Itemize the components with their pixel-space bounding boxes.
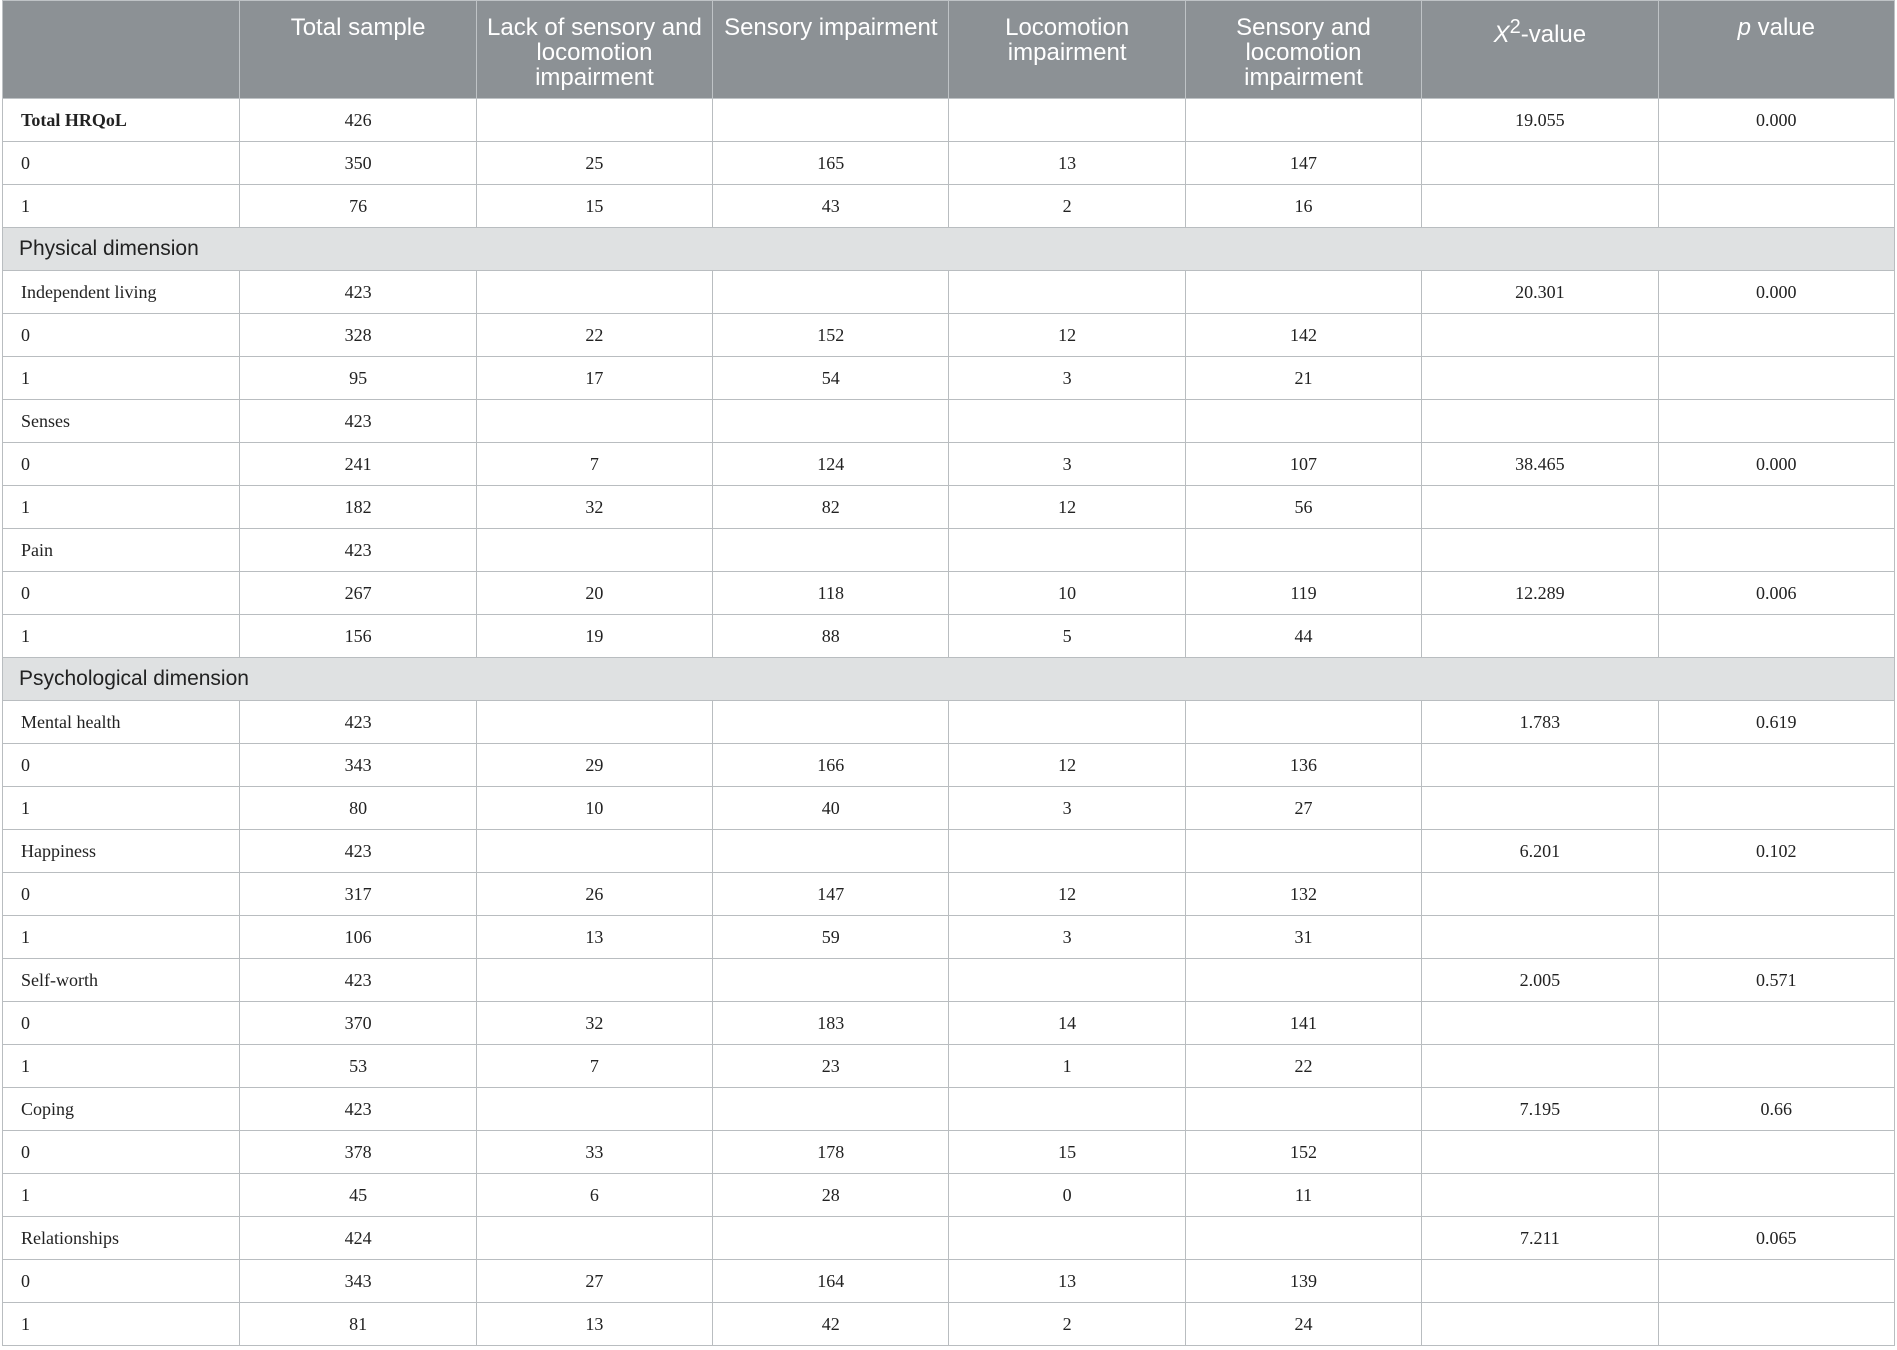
table-row: [3, 1303, 1895, 1346]
cell-sensory-and-locomotion: 31: [1185, 916, 1421, 959]
table-row: [3, 1131, 1895, 1174]
chi-symbol: X: [1493, 21, 1510, 48]
cell-lack-of-impairment: 10: [476, 787, 712, 830]
cell-lack-of-impairment: 6: [476, 1174, 712, 1217]
table-row: [3, 1260, 1895, 1303]
cell-total-sample: 343: [240, 744, 476, 787]
cell-total-sample: 423: [240, 271, 476, 314]
cell-lack-of-impairment: 19: [476, 615, 712, 658]
cell-row-label: Senses: [3, 400, 240, 443]
cell-total-sample: 424: [240, 1217, 476, 1260]
chi-suffix: -value: [1520, 21, 1587, 48]
cell-p-value: [1658, 142, 1894, 185]
cell-row-label: Coping: [3, 1088, 240, 1131]
cell-sensory-and-locomotion: [1185, 271, 1421, 314]
cell-lack-of-impairment: 15: [476, 185, 712, 228]
cell-total-sample: 370: [240, 1002, 476, 1045]
table-row: [3, 271, 1895, 314]
cell-lack-of-impairment: [476, 271, 712, 314]
table-row: [3, 830, 1895, 873]
table-row: [3, 615, 1895, 658]
cell-total-sample: 423: [240, 959, 476, 1002]
table-row: [3, 314, 1895, 357]
cell-lack-of-impairment: [476, 830, 712, 873]
cell-row-label: 1: [3, 357, 240, 400]
cell-sensory-impairment: [713, 529, 949, 572]
cell-sensory-and-locomotion: 24: [1185, 1303, 1421, 1346]
table-row: [3, 142, 1895, 185]
cell-locomotion-impairment: 15: [949, 1131, 1185, 1174]
cell-total-sample: 378: [240, 1131, 476, 1174]
cell-chi-square-value: [1422, 400, 1658, 443]
cell-chi-square-value: [1422, 615, 1658, 658]
cell-locomotion-impairment: 14: [949, 1002, 1185, 1045]
cell-p-value: 0.000: [1658, 99, 1894, 142]
cell-p-value: [1658, 357, 1894, 400]
cell-p-value: [1658, 185, 1894, 228]
cell-p-value: [1658, 1131, 1894, 1174]
cell-total-sample: 182: [240, 486, 476, 529]
section-title: Psychological dimension: [3, 658, 1895, 701]
cell-sensory-impairment: 42: [713, 1303, 949, 1346]
table-row: [3, 1088, 1895, 1131]
header-lack-of-impairment: Lack of sensory and locomotion impairment: [476, 1, 712, 99]
cell-p-value: 0.000: [1658, 271, 1894, 314]
cell-lack-of-impairment: 33: [476, 1131, 712, 1174]
cell-locomotion-impairment: 13: [949, 1260, 1185, 1303]
cell-sensory-and-locomotion: 16: [1185, 185, 1421, 228]
cell-sensory-impairment: [713, 701, 949, 744]
cell-locomotion-impairment: [949, 529, 1185, 572]
table-row: [3, 357, 1895, 400]
cell-locomotion-impairment: 13: [949, 142, 1185, 185]
cell-locomotion-impairment: 2: [949, 185, 1185, 228]
section-header-row: [3, 658, 1895, 701]
cell-chi-square-value: [1422, 1045, 1658, 1088]
cell-sensory-and-locomotion: 141: [1185, 1002, 1421, 1045]
cell-p-value: [1658, 1260, 1894, 1303]
table-row: [3, 701, 1895, 744]
cell-chi-square-value: [1422, 1260, 1658, 1303]
table-row: [3, 400, 1895, 443]
cell-row-label: 1: [3, 1303, 240, 1346]
cell-sensory-impairment: 152: [713, 314, 949, 357]
cell-p-value: [1658, 873, 1894, 916]
cell-p-value: 0.66: [1658, 1088, 1894, 1131]
cell-row-label: Happiness: [3, 830, 240, 873]
cell-sensory-and-locomotion: 22: [1185, 1045, 1421, 1088]
cell-sensory-and-locomotion: [1185, 959, 1421, 1002]
table-row: [3, 1174, 1895, 1217]
cell-locomotion-impairment: 3: [949, 443, 1185, 486]
cell-locomotion-impairment: [949, 959, 1185, 1002]
cell-total-sample: 423: [240, 529, 476, 572]
cell-sensory-impairment: [713, 830, 949, 873]
cell-p-value: 0.102: [1658, 830, 1894, 873]
cell-sensory-and-locomotion: 142: [1185, 314, 1421, 357]
table-header-row: [3, 1, 1895, 99]
cell-locomotion-impairment: 12: [949, 873, 1185, 916]
cell-sensory-and-locomotion: [1185, 529, 1421, 572]
cell-p-value: 0.000: [1658, 443, 1894, 486]
table-body: [3, 99, 1895, 1346]
cell-chi-square-value: [1422, 529, 1658, 572]
cell-lack-of-impairment: 7: [476, 1045, 712, 1088]
cell-row-label: Self-worth: [3, 959, 240, 1002]
cell-sensory-impairment: 118: [713, 572, 949, 615]
cell-sensory-and-locomotion: 56: [1185, 486, 1421, 529]
cell-chi-square-value: [1422, 357, 1658, 400]
cell-locomotion-impairment: [949, 271, 1185, 314]
cell-row-label: 1: [3, 787, 240, 830]
cell-sensory-impairment: 82: [713, 486, 949, 529]
cell-total-sample: 80: [240, 787, 476, 830]
cell-sensory-impairment: [713, 1217, 949, 1260]
cell-sensory-impairment: 23: [713, 1045, 949, 1088]
cell-chi-square-value: [1422, 1131, 1658, 1174]
section-header-row: [3, 228, 1895, 271]
cell-total-sample: 241: [240, 443, 476, 486]
cell-row-label: Independent living: [3, 271, 240, 314]
cell-sensory-and-locomotion: 132: [1185, 873, 1421, 916]
cell-sensory-and-locomotion: [1185, 830, 1421, 873]
cell-sensory-impairment: [713, 99, 949, 142]
cell-p-value: [1658, 1303, 1894, 1346]
header-locomotion-impairment: Locomotion impairment: [949, 1, 1185, 99]
cell-row-label: 1: [3, 486, 240, 529]
cell-locomotion-impairment: 10: [949, 572, 1185, 615]
cell-chi-square-value: 38.465: [1422, 443, 1658, 486]
cell-lack-of-impairment: [476, 99, 712, 142]
cell-row-label: 0: [3, 1260, 240, 1303]
cell-sensory-impairment: 40: [713, 787, 949, 830]
table-row: [3, 1002, 1895, 1045]
cell-sensory-impairment: [713, 400, 949, 443]
cell-total-sample: 267: [240, 572, 476, 615]
cell-sensory-and-locomotion: 44: [1185, 615, 1421, 658]
cell-sensory-and-locomotion: 119: [1185, 572, 1421, 615]
cell-locomotion-impairment: 12: [949, 314, 1185, 357]
cell-sensory-and-locomotion: 11: [1185, 1174, 1421, 1217]
cell-p-value: [1658, 615, 1894, 658]
cell-chi-square-value: [1422, 787, 1658, 830]
cell-row-label: Total HRQoL: [3, 99, 240, 142]
cell-total-sample: 343: [240, 1260, 476, 1303]
cell-sensory-and-locomotion: 139: [1185, 1260, 1421, 1303]
table-row: [3, 916, 1895, 959]
cell-chi-square-value: [1422, 142, 1658, 185]
cell-lack-of-impairment: 32: [476, 1002, 712, 1045]
cell-sensory-and-locomotion: [1185, 1088, 1421, 1131]
cell-chi-square-value: [1422, 873, 1658, 916]
cell-sensory-impairment: 124: [713, 443, 949, 486]
cell-row-label: 1: [3, 615, 240, 658]
cell-total-sample: 423: [240, 1088, 476, 1131]
cell-row-label: 0: [3, 443, 240, 486]
cell-locomotion-impairment: [949, 701, 1185, 744]
cell-chi-square-value: 2.005: [1422, 959, 1658, 1002]
cell-row-label: 0: [3, 314, 240, 357]
cell-row-label: 1: [3, 1174, 240, 1217]
cell-row-label: 0: [3, 744, 240, 787]
cell-row-label: Relationships: [3, 1217, 240, 1260]
cell-total-sample: 423: [240, 701, 476, 744]
cell-chi-square-value: [1422, 185, 1658, 228]
cell-p-value: 0.619: [1658, 701, 1894, 744]
cell-sensory-impairment: [713, 1088, 949, 1131]
cell-lack-of-impairment: [476, 1088, 712, 1131]
cell-sensory-impairment: [713, 959, 949, 1002]
results-table-container: [2, 0, 1895, 1346]
cell-lack-of-impairment: 26: [476, 873, 712, 916]
cell-locomotion-impairment: 3: [949, 916, 1185, 959]
cell-chi-square-value: 7.211: [1422, 1217, 1658, 1260]
table-row: [3, 744, 1895, 787]
cell-total-sample: 328: [240, 314, 476, 357]
cell-sensory-impairment: 88: [713, 615, 949, 658]
cell-total-sample: 53: [240, 1045, 476, 1088]
cell-chi-square-value: 1.783: [1422, 701, 1658, 744]
table-row: [3, 99, 1895, 142]
cell-total-sample: 45: [240, 1174, 476, 1217]
cell-lack-of-impairment: 22: [476, 314, 712, 357]
cell-sensory-and-locomotion: 147: [1185, 142, 1421, 185]
cell-sensory-impairment: 28: [713, 1174, 949, 1217]
table-row: [3, 1045, 1895, 1088]
cell-row-label: Pain: [3, 529, 240, 572]
header-cell-blank: [3, 1, 240, 99]
cell-sensory-impairment: 164: [713, 1260, 949, 1303]
p-symbol: p: [1737, 14, 1751, 41]
cell-lack-of-impairment: [476, 701, 712, 744]
section-title: Physical dimension: [3, 228, 1895, 271]
cell-locomotion-impairment: 5: [949, 615, 1185, 658]
cell-locomotion-impairment: [949, 400, 1185, 443]
p-suffix: value: [1750, 14, 1815, 41]
cell-chi-square-value: [1422, 314, 1658, 357]
cell-sensory-and-locomotion: [1185, 99, 1421, 142]
cell-chi-square-value: [1422, 1002, 1658, 1045]
cell-p-value: 0.065: [1658, 1217, 1894, 1260]
cell-lack-of-impairment: 25: [476, 142, 712, 185]
cell-p-value: [1658, 1045, 1894, 1088]
cell-chi-square-value: [1422, 1174, 1658, 1217]
table-row: [3, 959, 1895, 1002]
cell-sensory-impairment: 166: [713, 744, 949, 787]
cell-row-label: 0: [3, 142, 240, 185]
hrqol-results-table: [2, 0, 1895, 1346]
cell-total-sample: 317: [240, 873, 476, 916]
cell-sensory-and-locomotion: [1185, 400, 1421, 443]
header-p-value: [1658, 1, 1894, 99]
cell-p-value: [1658, 314, 1894, 357]
cell-locomotion-impairment: 12: [949, 486, 1185, 529]
cell-lack-of-impairment: 13: [476, 916, 712, 959]
cell-locomotion-impairment: [949, 830, 1185, 873]
cell-total-sample: 81: [240, 1303, 476, 1346]
cell-p-value: [1658, 1174, 1894, 1217]
cell-chi-square-value: [1422, 486, 1658, 529]
cell-total-sample: 106: [240, 916, 476, 959]
cell-locomotion-impairment: [949, 1217, 1185, 1260]
cell-p-value: [1658, 1002, 1894, 1045]
cell-sensory-impairment: 165: [713, 142, 949, 185]
cell-locomotion-impairment: [949, 99, 1185, 142]
cell-sensory-impairment: 147: [713, 873, 949, 916]
cell-p-value: [1658, 787, 1894, 830]
cell-sensory-and-locomotion: 107: [1185, 443, 1421, 486]
cell-sensory-impairment: 43: [713, 185, 949, 228]
cell-total-sample: 350: [240, 142, 476, 185]
cell-lack-of-impairment: 7: [476, 443, 712, 486]
header-sensory-impairment: Sensory impairment: [713, 1, 949, 99]
cell-lack-of-impairment: [476, 959, 712, 1002]
cell-locomotion-impairment: 12: [949, 744, 1185, 787]
cell-p-value: 0.006: [1658, 572, 1894, 615]
cell-total-sample: 423: [240, 400, 476, 443]
cell-p-value: [1658, 400, 1894, 443]
cell-row-label: 1: [3, 916, 240, 959]
cell-lack-of-impairment: 13: [476, 1303, 712, 1346]
cell-sensory-impairment: 183: [713, 1002, 949, 1045]
table-row: [3, 486, 1895, 529]
cell-sensory-and-locomotion: [1185, 1217, 1421, 1260]
cell-row-label: Mental health: [3, 701, 240, 744]
cell-sensory-impairment: 178: [713, 1131, 949, 1174]
header-total-sample: Total sample: [240, 1, 476, 99]
cell-locomotion-impairment: 3: [949, 787, 1185, 830]
table-row: [3, 529, 1895, 572]
header-chi-square-value: [1422, 1, 1658, 99]
cell-locomotion-impairment: 1: [949, 1045, 1185, 1088]
cell-p-value: [1658, 486, 1894, 529]
table-row: [3, 1217, 1895, 1260]
cell-total-sample: 156: [240, 615, 476, 658]
cell-p-value: 0.571: [1658, 959, 1894, 1002]
cell-chi-square-value: 6.201: [1422, 830, 1658, 873]
cell-lack-of-impairment: 32: [476, 486, 712, 529]
cell-lack-of-impairment: 29: [476, 744, 712, 787]
cell-total-sample: 76: [240, 185, 476, 228]
cell-locomotion-impairment: 0: [949, 1174, 1185, 1217]
cell-lack-of-impairment: 27: [476, 1260, 712, 1303]
cell-p-value: [1658, 916, 1894, 959]
cell-chi-square-value: [1422, 1303, 1658, 1346]
cell-row-label: 0: [3, 873, 240, 916]
cell-p-value: [1658, 744, 1894, 787]
cell-chi-square-value: [1422, 916, 1658, 959]
cell-chi-square-value: 7.195: [1422, 1088, 1658, 1131]
cell-lack-of-impairment: [476, 400, 712, 443]
header-sensory-and-locomotion: Sensory and locomotion impairment: [1185, 1, 1421, 99]
cell-row-label: 0: [3, 572, 240, 615]
cell-chi-square-value: 19.055: [1422, 99, 1658, 142]
cell-locomotion-impairment: 3: [949, 357, 1185, 400]
cell-total-sample: 95: [240, 357, 476, 400]
cell-locomotion-impairment: 2: [949, 1303, 1185, 1346]
cell-p-value: [1658, 529, 1894, 572]
cell-locomotion-impairment: [949, 1088, 1185, 1131]
cell-row-label: 0: [3, 1002, 240, 1045]
table-row: [3, 443, 1895, 486]
cell-lack-of-impairment: [476, 529, 712, 572]
cell-sensory-and-locomotion: 152: [1185, 1131, 1421, 1174]
cell-sensory-and-locomotion: 27: [1185, 787, 1421, 830]
cell-row-label: 1: [3, 185, 240, 228]
cell-total-sample: 423: [240, 830, 476, 873]
table-row: [3, 873, 1895, 916]
cell-sensory-impairment: 54: [713, 357, 949, 400]
table-row: [3, 572, 1895, 615]
cell-sensory-and-locomotion: 136: [1185, 744, 1421, 787]
chi-superscript: 2: [1509, 16, 1521, 38]
cell-total-sample: 426: [240, 99, 476, 142]
cell-lack-of-impairment: 17: [476, 357, 712, 400]
cell-chi-square-value: 12.289: [1422, 572, 1658, 615]
cell-chi-square-value: [1422, 744, 1658, 787]
table-row: [3, 185, 1895, 228]
cell-sensory-and-locomotion: [1185, 701, 1421, 744]
cell-sensory-impairment: [713, 271, 949, 314]
cell-row-label: 0: [3, 1131, 240, 1174]
cell-sensory-impairment: 59: [713, 916, 949, 959]
cell-lack-of-impairment: 20: [476, 572, 712, 615]
cell-lack-of-impairment: [476, 1217, 712, 1260]
table-row: [3, 787, 1895, 830]
cell-row-label: 1: [3, 1045, 240, 1088]
cell-chi-square-value: 20.301: [1422, 271, 1658, 314]
cell-sensory-and-locomotion: 21: [1185, 357, 1421, 400]
